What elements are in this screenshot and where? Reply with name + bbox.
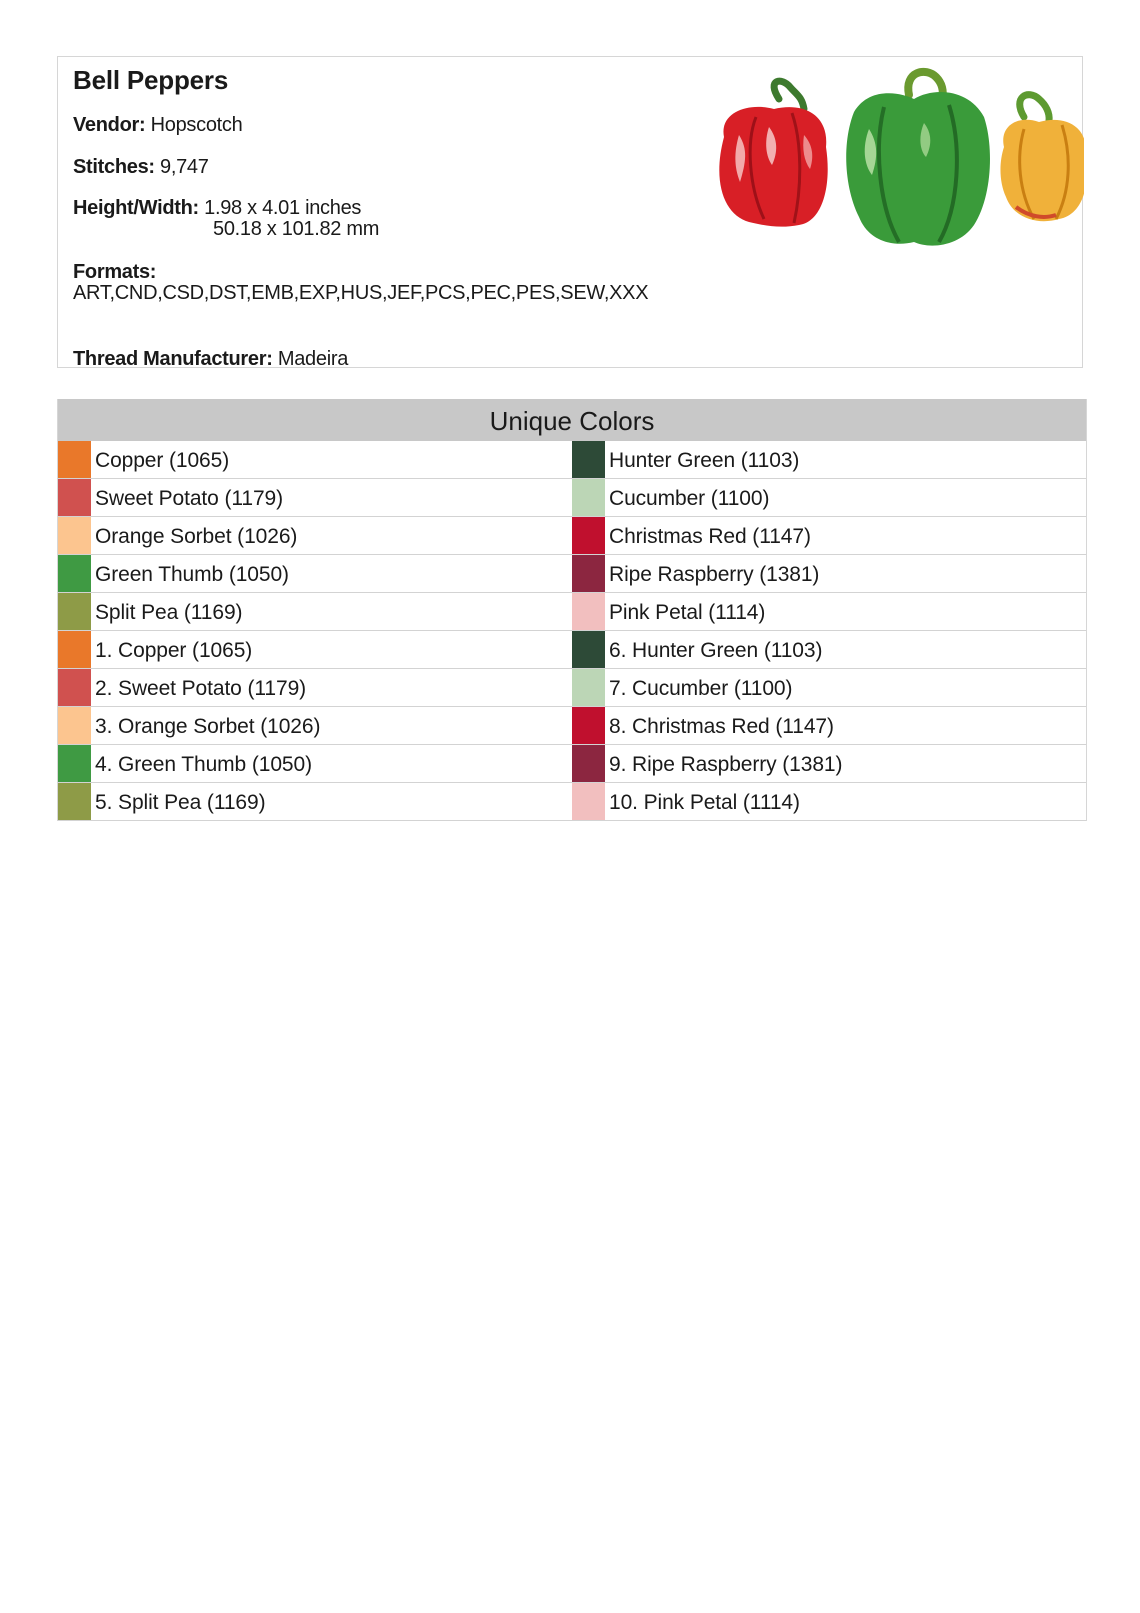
color-row — [572, 669, 1086, 707]
color-label: 6. Hunter Green (1103) — [609, 639, 823, 662]
color-label: 3. Orange Sorbet (1026) — [95, 715, 321, 738]
color-label: Ripe Raspberry (1381) — [609, 563, 820, 586]
color-row — [58, 669, 572, 707]
color-swatch — [58, 631, 91, 668]
color-row — [58, 517, 572, 555]
color-swatch — [58, 441, 91, 478]
hw-mm-value: 50.18 x 101.82 mm — [213, 218, 380, 240]
color-row — [58, 555, 572, 593]
color-swatch — [572, 745, 605, 782]
color-swatch — [58, 517, 91, 554]
color-row — [572, 441, 1086, 479]
color-swatch — [572, 555, 605, 592]
color-label: 10. Pink Petal (1114) — [609, 791, 800, 814]
color-label: Cucumber (1100) — [609, 487, 770, 510]
unique-colors-header: Unique Colors — [58, 399, 1086, 441]
yellow-pepper-icon — [1000, 95, 1084, 221]
color-label: Christmas Red (1147) — [609, 525, 811, 548]
color-label: 7. Cucumber (1100) — [609, 677, 793, 700]
color-row — [58, 745, 572, 783]
color-label: Orange Sorbet (1026) — [95, 525, 298, 548]
color-swatch — [572, 783, 605, 820]
stitches-field — [73, 156, 209, 179]
color-swatch — [572, 707, 605, 744]
color-label: Sweet Potato (1179) — [95, 487, 283, 510]
vendor-value: Hopscotch — [150, 114, 243, 136]
formats-label: Formats: — [73, 261, 157, 283]
color-swatch — [58, 745, 91, 782]
color-swatch — [572, 669, 605, 706]
color-label: Hunter Green (1103) — [609, 449, 800, 472]
color-row — [58, 783, 572, 821]
color-swatch — [58, 783, 91, 820]
thread-value: Madeira — [277, 348, 349, 370]
color-row — [572, 707, 1086, 745]
color-row — [58, 479, 572, 517]
color-label: Pink Petal (1114) — [609, 601, 766, 624]
color-label: 1. Copper (1065) — [95, 639, 253, 662]
color-label: Copper (1065) — [95, 449, 230, 472]
color-swatch — [58, 555, 91, 592]
hw-inches-value: 1.98 x 4.01 inches — [204, 197, 362, 219]
thread-manufacturer-field — [73, 348, 348, 371]
color-swatch — [572, 631, 605, 668]
color-swatch — [58, 707, 91, 744]
vendor-field — [73, 114, 242, 137]
color-label: 4. Green Thumb (1050) — [95, 753, 312, 776]
formats-field — [73, 262, 688, 304]
color-swatch — [572, 593, 605, 630]
color-row — [572, 783, 1086, 821]
color-label: Green Thumb (1050) — [95, 563, 289, 586]
color-swatch — [572, 479, 605, 516]
stitches-label: Stitches: — [73, 156, 155, 178]
red-pepper-icon — [719, 81, 827, 227]
colors-column-right — [572, 441, 1086, 821]
color-row — [572, 517, 1086, 555]
color-row — [572, 555, 1086, 593]
color-row — [572, 479, 1086, 517]
unique-colors-table — [57, 399, 1087, 821]
color-row — [58, 593, 572, 631]
color-label: 2. Sweet Potato (1179) — [95, 677, 307, 700]
color-row — [58, 707, 572, 745]
color-swatch — [58, 593, 91, 630]
color-swatch — [572, 441, 605, 478]
color-row — [58, 631, 572, 669]
color-swatch — [58, 669, 91, 706]
formats-value: ART,CND,CSD,DST,EMB,EXP,HUS,JEF,PCS,PEC,PES,SEW,XXX — [73, 282, 649, 304]
colors-grid — [58, 441, 1086, 821]
color-label: Split Pea (1169) — [95, 601, 243, 624]
vendor-label: Vendor: — [73, 114, 146, 136]
color-label: 8. Christmas Red (1147) — [609, 715, 834, 738]
bell-peppers-illustration-icon — [694, 57, 1084, 267]
height-width-field — [73, 198, 379, 240]
color-swatch — [572, 517, 605, 554]
design-info-panel — [57, 56, 1083, 368]
colors-column-left — [58, 441, 572, 821]
color-label: 9. Ripe Raspberry (1381) — [609, 753, 843, 776]
color-row — [572, 745, 1086, 783]
color-row — [572, 631, 1086, 669]
design-title: Bell Peppers — [73, 65, 229, 95]
color-label: 5. Split Pea (1169) — [95, 791, 266, 814]
green-pepper-icon — [846, 72, 990, 246]
color-swatch — [58, 479, 91, 516]
stitches-value: 9,747 — [160, 156, 209, 178]
color-row — [58, 441, 572, 479]
color-row — [572, 593, 1086, 631]
hw-label: Height/Width: — [73, 197, 199, 219]
thread-label: Thread Manufacturer: — [73, 348, 273, 370]
